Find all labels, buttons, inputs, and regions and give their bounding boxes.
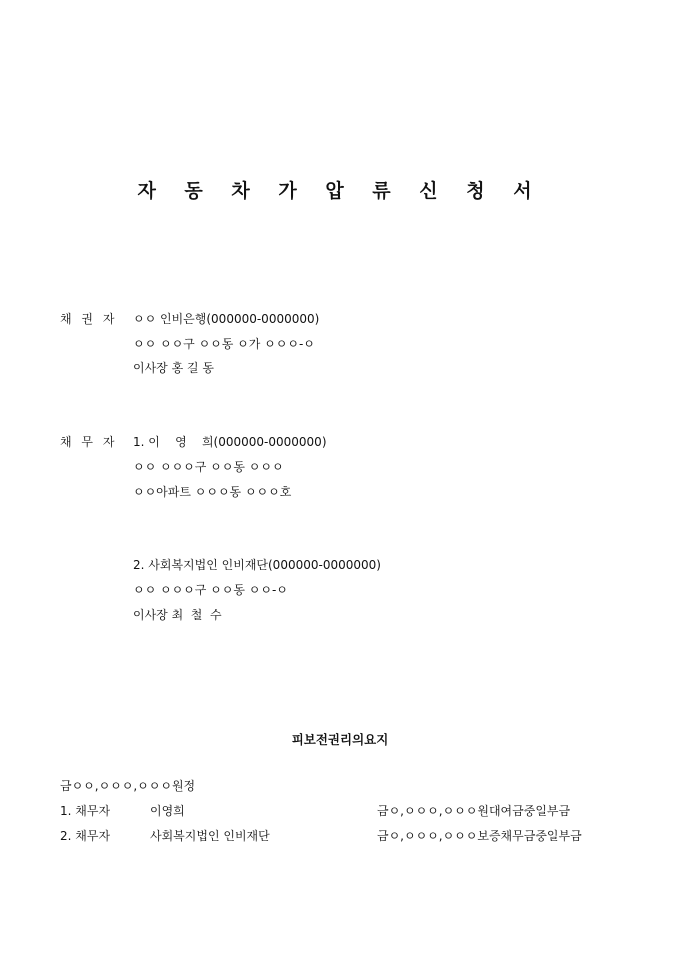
debtor-1-name: 1. 이 영 희(000000-0000000) xyxy=(133,435,327,449)
debtor-2-representative: 이사장 최 철 수 xyxy=(133,608,222,622)
claim-item-amount: 금ㅇ,ㅇㅇㅇ,ㅇㅇㅇ보증채무금중일부금 xyxy=(377,829,582,843)
creditor-label: 채 권 자 xyxy=(60,312,118,326)
creditor-address: ㅇㅇ ㅇㅇ구 ㅇㅇ동 ㅇ가 ㅇㅇㅇ-ㅇ xyxy=(133,337,315,351)
claim-heading: 피보전권리의요지 xyxy=(291,732,389,747)
claim-item-debtor-name: 이영희 xyxy=(150,804,185,818)
creditor-representative: 이사장 홍 길 동 xyxy=(133,361,214,375)
debtor-2-name: 2. 사회복지법인 인비재단(000000-0000000) xyxy=(133,558,381,572)
claim-item-debtor-name: 사회복지법인 인비재단 xyxy=(150,829,270,843)
debtor-2-address: ㅇㅇ ㅇㅇㅇ구 ㅇㅇ동 ㅇㅇ-ㅇ xyxy=(133,583,288,597)
document-title: 자 동 차 가 압 류 신 청 서 xyxy=(137,180,543,202)
debtor-label: 채 무 자 xyxy=(60,435,118,449)
debtor-1-address: ㅇㅇ ㅇㅇㅇ구 ㅇㅇ동 ㅇㅇㅇ xyxy=(133,460,284,474)
claim-total: 금ㅇㅇ,ㅇㅇㅇ,ㅇㅇㅇ원정 xyxy=(60,779,196,793)
claim-item-party: 2. 채무자 xyxy=(60,829,111,843)
creditor-name: ㅇㅇ 인비은행(000000-0000000) xyxy=(133,312,320,326)
claim-item-amount: 금ㅇ,ㅇㅇㅇ,ㅇㅇㅇ원대여금중일부금 xyxy=(377,804,571,818)
debtor-1-address-detail: ㅇㅇ아파트 ㅇㅇㅇ동 ㅇㅇㅇ호 xyxy=(133,485,292,499)
claim-item-party: 1. 채무자 xyxy=(60,804,111,818)
